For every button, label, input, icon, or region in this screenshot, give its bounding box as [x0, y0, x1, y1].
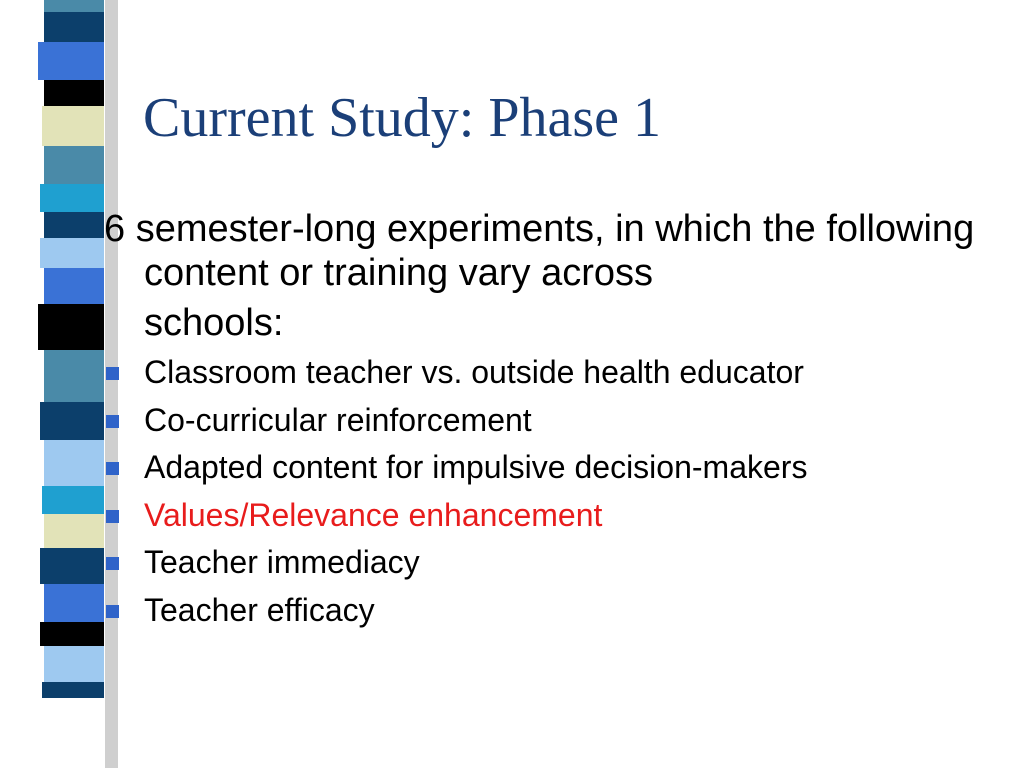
intro-text-continued: schools:: [144, 302, 284, 344]
stripe-block: [44, 646, 104, 682]
square-bullet-icon: [106, 557, 119, 570]
bullet-item: [104, 539, 807, 587]
stripe-block: [44, 584, 104, 622]
intro-text: 6 semester-long experiments, in which the following content or training vary across: [104, 208, 975, 294]
stripe-block: [40, 238, 104, 268]
decorative-stripe: [0, 0, 120, 768]
square-bullet-icon: [106, 415, 119, 428]
square-bullet-icon: [106, 462, 119, 475]
stripe-block: [42, 106, 104, 146]
square-bullet-icon: [106, 510, 119, 523]
square-bullet-icon: [106, 367, 119, 380]
stripe-block: [38, 304, 104, 350]
bullet-item: [104, 349, 807, 397]
bullet-item: [104, 397, 807, 445]
bullet-text: Teacher efficacy: [144, 591, 375, 628]
bullet-text: Co-curricular reinforcement: [144, 401, 532, 438]
bullet-text: Teacher immediacy: [144, 544, 420, 580]
square-bullet-icon: [106, 605, 119, 618]
intro-paragraph: [104, 207, 984, 345]
stripe-block: [38, 42, 104, 80]
bullet-text: Adapted content for impulsive decision-makers: [144, 449, 808, 485]
bullet-item: [104, 587, 807, 635]
stripe-block: [44, 212, 104, 238]
stripe-block: [42, 682, 104, 698]
stripe-block: [44, 12, 104, 42]
stripe-block: [44, 0, 104, 12]
stripe-block: [40, 548, 104, 584]
stripe-block: [42, 486, 104, 514]
slide-title: Current Study: Phase 1: [143, 87, 661, 149]
stripe-block: [44, 80, 104, 106]
stripe-block: [40, 402, 104, 440]
stripe-block: [40, 622, 104, 646]
stripe-block: [44, 514, 104, 548]
stripe-block: [44, 146, 104, 184]
bullet-text: Classroom teacher vs. outside health educator: [144, 354, 804, 390]
stripe-block: [44, 440, 104, 486]
stripe-block: [40, 184, 104, 212]
bullet-list: [104, 349, 807, 634]
stripe-block: [44, 268, 104, 304]
bullet-text: Values/Relevance enhancement: [144, 496, 603, 533]
bullet-item: [104, 444, 807, 492]
bullet-item-highlighted: [104, 492, 807, 540]
stripe-block: [44, 350, 104, 402]
